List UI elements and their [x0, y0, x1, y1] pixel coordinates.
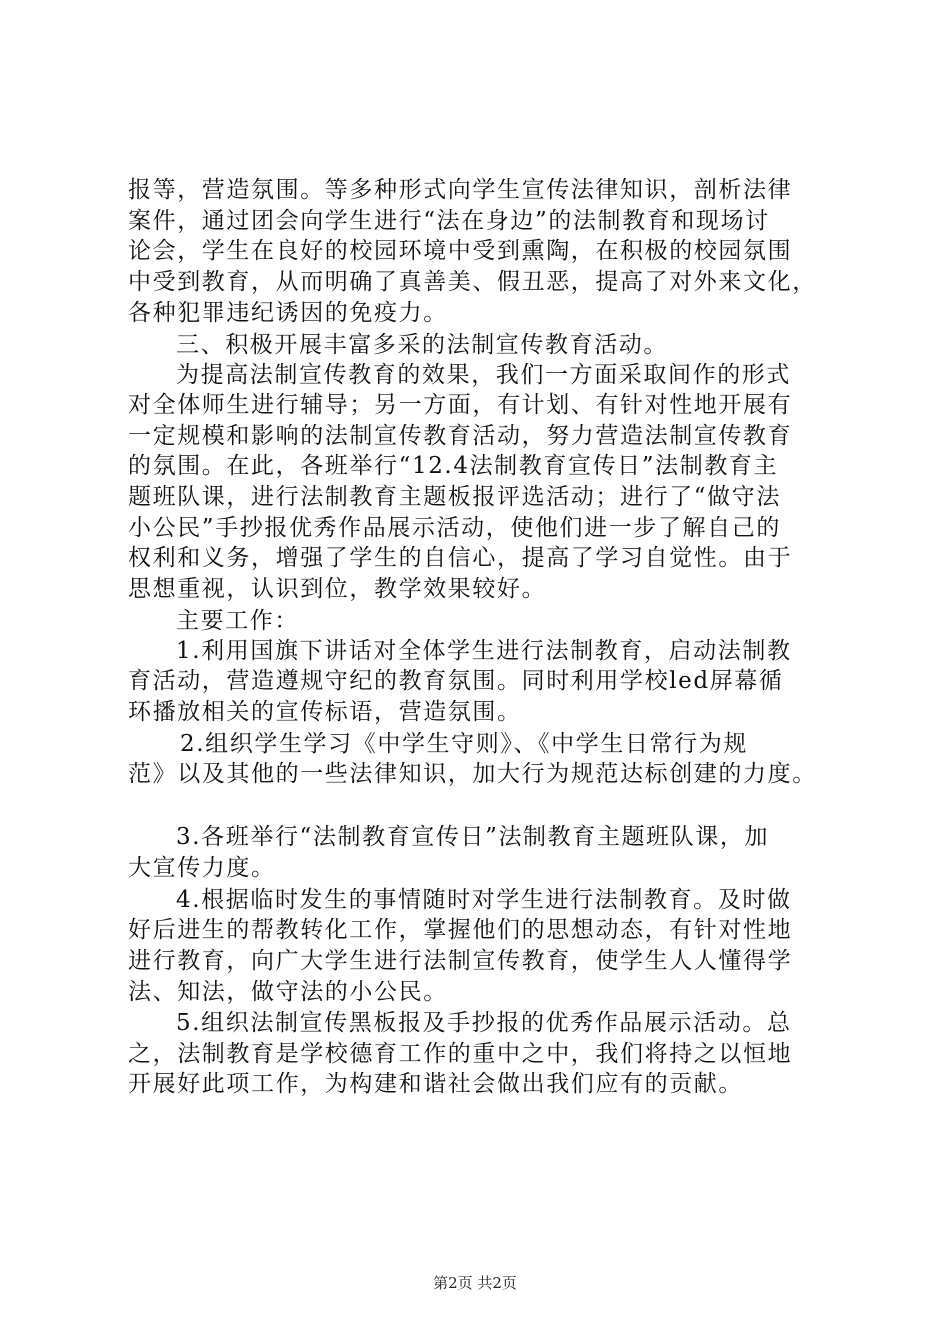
paragraph-line: 案件，通过团会向学生进行“法在身边”的法制教育和现场讨: [128, 208, 770, 234]
paragraph-line: 范》以及其他的一些法律知识，加大行为规范达标创建的力度。: [128, 761, 817, 787]
paragraph-line: 环播放相关的宣传标语，营造氛围。: [128, 699, 522, 725]
paragraph-line: 为提高法制宣传教育的效果，我们一方面采取间作的形式: [176, 362, 791, 388]
paragraph-line: 小公民”手抄报优秀作品展示活动，使他们进一步了解自己的: [128, 515, 781, 541]
paragraph-line: 三、积极开展丰富多采的法制宣传教育活动。: [176, 332, 668, 358]
page-footer: 第2页 共2页: [433, 1274, 517, 1292]
paragraph-line: 之，法制教育是学校德育工作的重中之中，我们将持之以恒地: [128, 1041, 793, 1067]
paragraph-line: 思想重视，认识到位，教学效果较好。: [128, 576, 547, 602]
paragraph-line: 权利和义务，增强了学生的自信心，提高了学习自觉性。由于: [128, 545, 793, 571]
paragraph-line: 进行教育，向广大学生进行法制宣传教育，使学生人人懂得学: [128, 948, 793, 974]
paragraph-line: 报等，营造氛围。等多种形式向学生宣传法律知识，剖析法律: [128, 177, 793, 203]
paragraph-line: 好后进生的帮教转化工作，掌握他们的思想动态，有针对性地: [128, 917, 793, 943]
paragraph-line: 1.利用国旗下讲话对全体学生进行法制教育，启动法制教: [176, 638, 792, 664]
paragraph-line: 开展好此项工作，为构建和谐社会做出我们应有的贡献。: [128, 1071, 743, 1097]
paragraph-line: 对全体师生进行辅导；另一方面，有计划、有针对性地开展有: [128, 392, 793, 418]
paragraph-line: 大宣传力度。: [128, 855, 276, 881]
paragraph-line: 4.根据临时发生的事情随时对学生进行法制教育。及时做: [176, 887, 792, 913]
paragraph-line: 2.组织学生学习《中学生守则》、《中学生日常行为规: [180, 731, 748, 757]
paragraph-line: 法、知法，做守法的小公民。: [128, 979, 448, 1005]
paragraph-line: 各种犯罪违纪诱因的免疫力。: [128, 300, 448, 326]
paragraph-line: 主要工作：: [176, 608, 299, 634]
paragraph-line: 的氛围。在此，各班举行“12.4法制教育宣传日”法制教育主: [128, 453, 779, 479]
paragraph-line: 论会，学生在良好的校园环境中受到熏陶，在积极的校园氛围: [128, 238, 793, 264]
paragraph-line: 一定规模和影响的法制宣传教育活动，努力营造法制宣传教育: [128, 423, 793, 449]
paragraph-line: 育活动，营造遵规守纪的教育氛围。同时利用学校led屏幕循: [128, 668, 784, 694]
paragraph-line: 5.组织法制宣传黑板报及手抄报的优秀作品展示活动。总: [176, 1010, 792, 1036]
paragraph-line: 3.各班举行“法制教育宣传日”法制教育主题班队课，加: [176, 824, 770, 850]
paragraph-line: 中受到教育，从而明确了真善美、假丑恶，提高了对外来文化，: [128, 269, 817, 295]
paragraph-line: 题班队课，进行法制教育主题板报评选活动；进行了“做守法: [128, 484, 781, 510]
